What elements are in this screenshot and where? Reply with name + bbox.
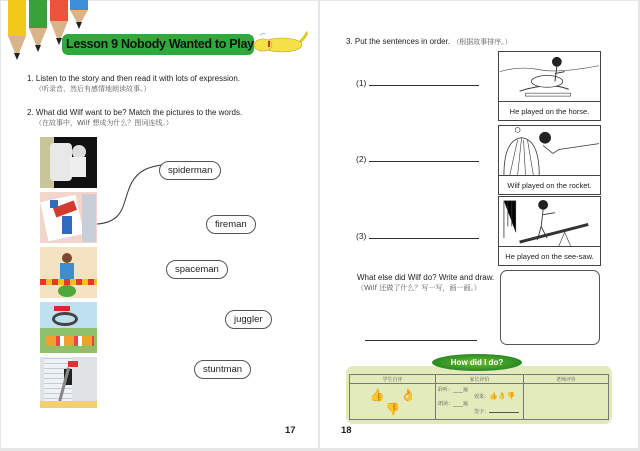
order-item-3 xyxy=(356,231,479,241)
column-parent: 家长评价 xyxy=(436,375,524,384)
drawing-box[interactable] xyxy=(500,270,600,345)
word-spiderman[interactable]: spiderman xyxy=(159,161,221,180)
instruction-1-en: 1. Listen to the story and then read it with lots of expression. xyxy=(27,74,241,83)
evaluation-title: How did I do? xyxy=(432,354,522,371)
match-line xyxy=(97,160,162,226)
scene-caption-3: He played on the see-saw. xyxy=(505,252,594,261)
page-number-left: 17 xyxy=(285,425,296,436)
rocket-drawing-icon xyxy=(499,126,600,176)
scene-rocket xyxy=(498,125,601,195)
parent-effect xyxy=(474,392,515,400)
answer-line-4[interactable] xyxy=(365,340,477,341)
parent-sign[interactable] xyxy=(474,408,519,415)
instruction-4-en: What else did Wilf do? Write and draw. xyxy=(357,273,495,282)
sleeping-dog-icon xyxy=(252,30,310,54)
thumbs-up-icon[interactable]: 👍 xyxy=(369,387,385,402)
instruction-2 xyxy=(27,107,242,129)
parent-read[interactable]: 朗读：____遍 xyxy=(438,401,469,407)
instruction-1 xyxy=(27,73,240,95)
instruction-2-cn: （在故事中，Wilf 想成为什么？图词连线。） xyxy=(35,119,173,127)
fireman-picture[interactable] xyxy=(40,357,97,408)
ok-hand-icon[interactable]: 👌 xyxy=(400,387,416,402)
column-teacher: 老师评价 xyxy=(524,375,609,384)
effect-hands-icon[interactable]: 👍👌👎 xyxy=(489,392,516,400)
spaceman-picture[interactable] xyxy=(40,137,97,188)
order-label-2: (2) xyxy=(356,154,367,164)
spiderman-picture[interactable] xyxy=(40,192,97,243)
parent-sign-label: 签字： xyxy=(474,409,490,415)
column-student: 学生自评 xyxy=(350,375,436,384)
instruction-3-en: 3. Put the sentences in order. xyxy=(346,37,451,46)
instruction-2-en: 2. What did Wilf want to be? Match the pictures to the words. xyxy=(27,108,243,117)
stuntman-picture[interactable] xyxy=(40,302,97,353)
parent-cell xyxy=(436,384,524,420)
scene-caption-1: He played on the horse. xyxy=(509,107,590,116)
order-item-1 xyxy=(356,78,479,88)
instruction-1-cn: （听录音，然后有感情地朗读故事。） xyxy=(35,85,151,93)
instruction-3 xyxy=(346,36,512,48)
seesaw-drawing-icon xyxy=(499,197,600,247)
scene-caption-2: Wilf played on the rocket. xyxy=(507,181,592,190)
horse-drawing-icon xyxy=(499,52,600,102)
order-label-3: (3) xyxy=(356,231,367,241)
answer-blank-1[interactable] xyxy=(369,78,479,86)
instruction-3-cn: （根据故事排序。） xyxy=(452,38,512,46)
juggler-picture[interactable] xyxy=(40,247,97,298)
page-number-right: 18 xyxy=(341,425,352,436)
teacher-cell[interactable] xyxy=(524,384,609,420)
thumbs-down-icon[interactable]: 👎 xyxy=(385,401,400,416)
scene-seesaw xyxy=(498,196,601,266)
evaluation-table xyxy=(349,374,609,420)
instruction-4 xyxy=(357,272,494,294)
word-spaceman[interactable]: spaceman xyxy=(166,260,228,279)
lesson-title: Lesson 9 Nobody Wanted to Play xyxy=(62,34,254,55)
instruction-4-cn: （Wilf 还做了什么？写一写，画一画。） xyxy=(357,284,481,292)
parent-listen[interactable]: 聆听：____遍 xyxy=(438,387,469,393)
answer-blank-3[interactable] xyxy=(369,231,479,239)
word-fireman[interactable]: fireman xyxy=(206,215,256,234)
order-item-2 xyxy=(356,154,479,164)
order-label-1: (1) xyxy=(356,78,367,88)
green-pencil-icon xyxy=(29,0,47,50)
scene-horse xyxy=(498,51,601,121)
yellow-pencil-icon xyxy=(8,0,26,58)
parent-effect-label: 效果： xyxy=(474,394,490,400)
answer-blank-2[interactable] xyxy=(369,154,479,162)
blue-pencil-icon xyxy=(70,0,88,26)
word-stuntman[interactable]: stuntman xyxy=(194,360,251,379)
student-cell xyxy=(350,384,436,420)
word-juggler[interactable]: juggler xyxy=(225,310,272,329)
